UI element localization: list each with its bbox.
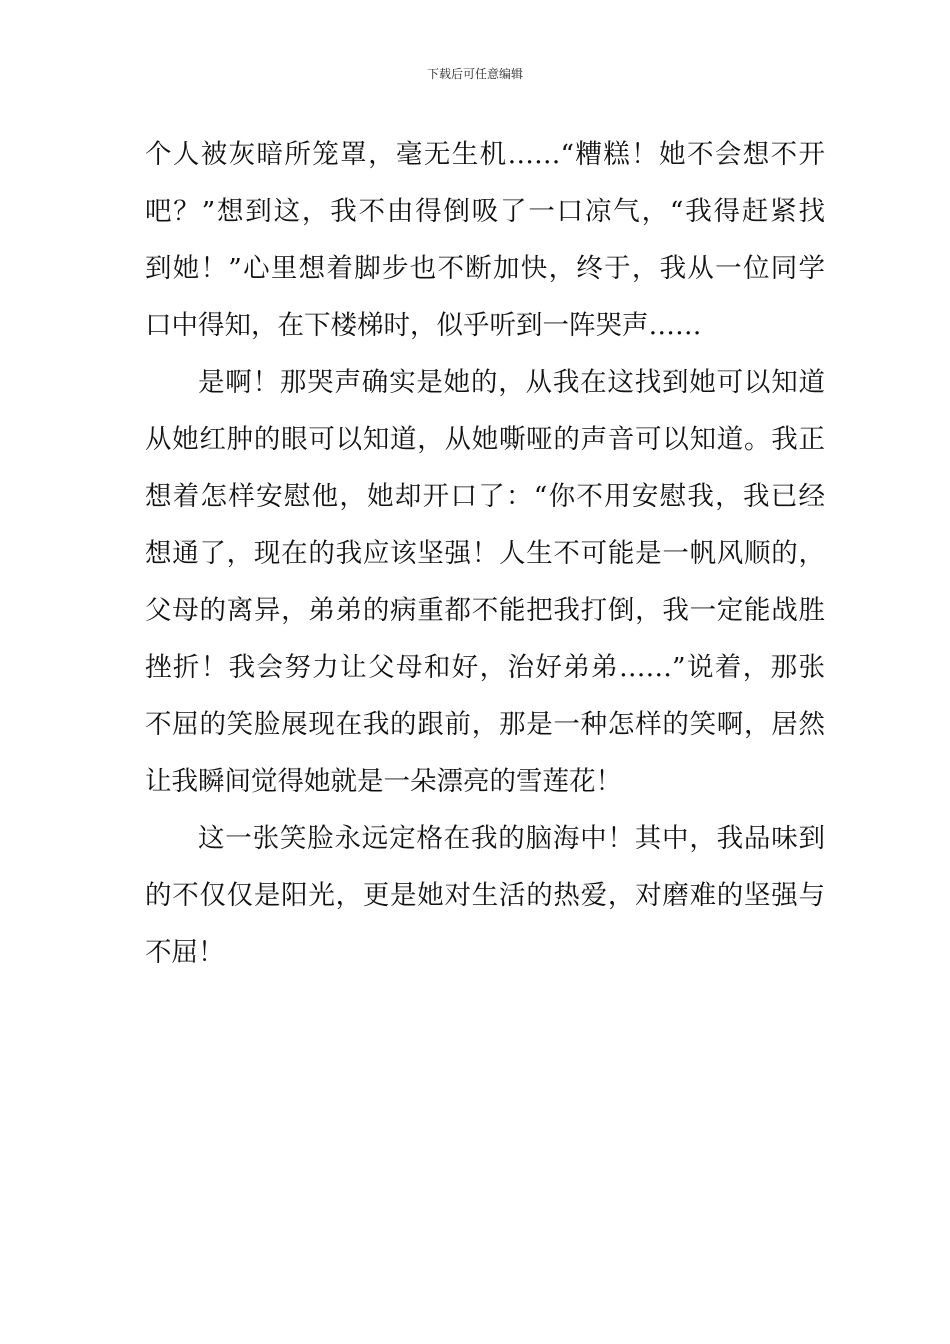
text-line: 挫折！我会努力让父母和好，治好弟弟……”说着，那张 xyxy=(145,652,825,683)
text-line: 吧？”想到这，我不由得倒吸了一口凉气，“我得赶紧找 xyxy=(145,196,825,227)
paragraph-start-line: 这一张笑脸永远定格在我的脑海中！其中，我品味到 xyxy=(198,823,825,854)
paragraph-start-line: 是啊！那哭声确实是她的，从我在这找到她可以知道 xyxy=(198,367,825,398)
text-line: 父母的离异，弟弟的病重都不能把我打倒，我一定能战胜 xyxy=(145,595,825,626)
text-line: 想着怎样安慰他，她却开口了：“你不用安慰我，我已经 xyxy=(145,481,825,512)
text-line: 到她！”心里想着脚步也不断加快，终于，我从一位同学 xyxy=(145,253,825,284)
essay-body xyxy=(145,126,825,981)
text-line: 不屈的笑脸展现在我的跟前，那是一种怎样的笑啊，居然 xyxy=(145,709,825,740)
page-header: 下载后可任意编辑 xyxy=(426,67,523,81)
text-line: 不屈！ xyxy=(145,937,225,968)
text-line: 个人被灰暗所笼罩，毫无生机……“糟糕！她不会想不开 xyxy=(145,139,825,170)
text-line: 的不仅仅是阳光，更是她对生活的热爱，对磨难的坚强与 xyxy=(145,880,825,911)
text-line: 从她红肿的眼可以知道，从她嘶哑的声音可以知道。我正 xyxy=(145,424,825,455)
text-line: 让我瞬间觉得她就是一朵漂亮的雪莲花！ xyxy=(145,766,622,797)
text-line: 想通了，现在的我应该坚强！人生不可能是一帆风顺的， xyxy=(145,538,825,569)
text-line: 口中得知，在下楼梯时，似乎听到一阵哭声…… xyxy=(145,310,702,341)
